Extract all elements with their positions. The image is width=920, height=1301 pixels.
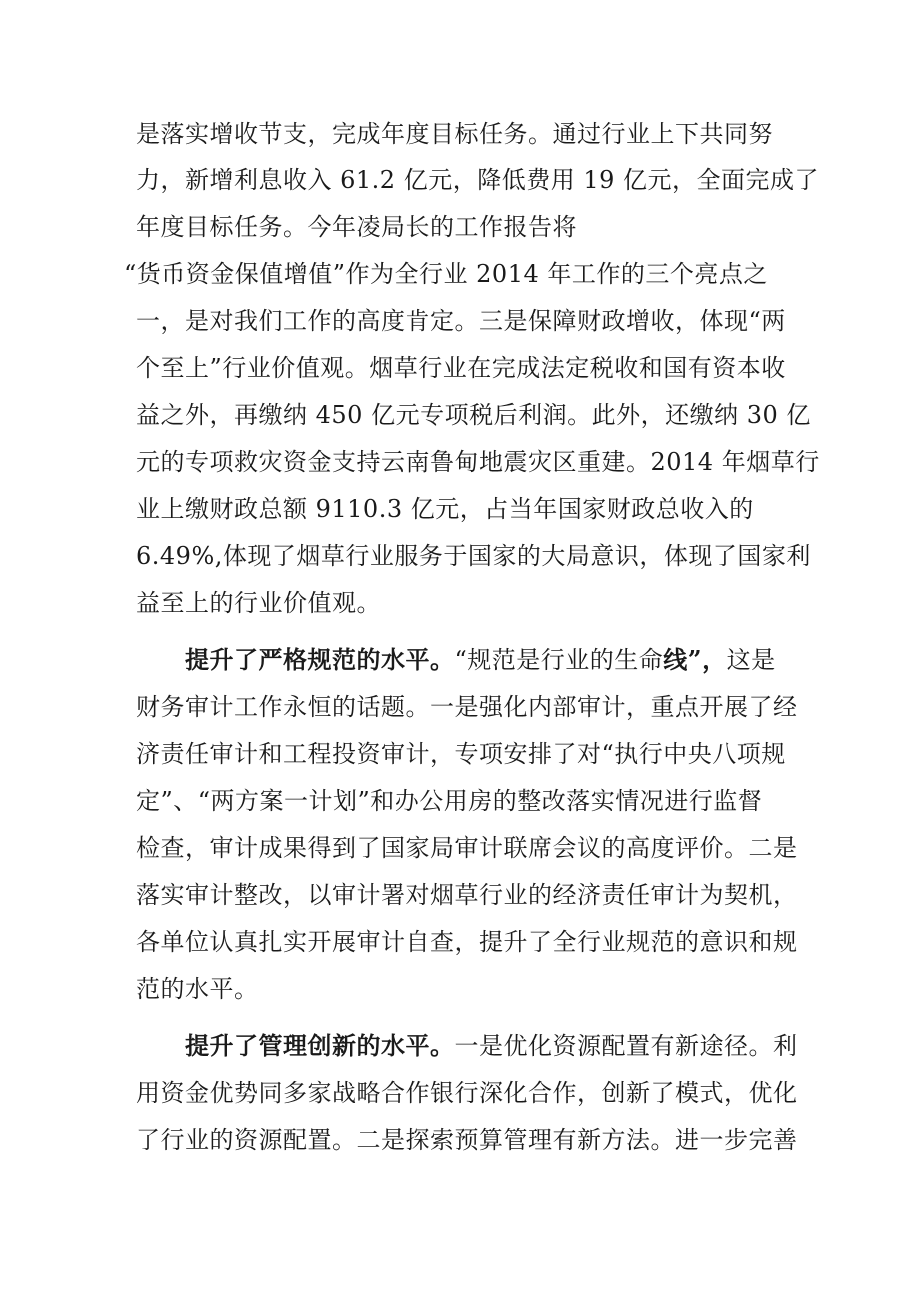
body-text-line: 定”、“两方案一计划”和办公用房的整改落实情况进行监督 — [136, 787, 763, 815]
body-text-bold: 线”， — [663, 645, 727, 674]
body-text-line: “货币资金保值增值”作为全行业 2014 年工作的三个亮点之 — [124, 260, 768, 288]
body-text-line: 检查，审计成果得到了国家局审计联席会议的高度评价。二是 — [136, 834, 798, 862]
body-text-line: 年度目标任务。今年凌局长的工作报告将 — [136, 213, 577, 241]
paragraph-heading: 提升了严格规范的水平。 — [185, 645, 455, 674]
paragraph-first-line — [185, 644, 776, 676]
body-text-line: 6.49%,体现了烟草行业服务于国家的大局意识，体现了国家利 — [136, 542, 811, 570]
body-text-line: 各单位认真扎实开展审计自查，提升了全行业规范的意识和规 — [136, 928, 798, 956]
body-text-line: 范的水平。 — [136, 975, 259, 1003]
body-text: 这是 — [726, 646, 776, 674]
body-text-line: 用资金优势同多家战略合作银行深化合作，创新了模式，优化 — [136, 1079, 798, 1107]
body-text: 一是优化资源配置有新途径。利 — [454, 1032, 798, 1060]
body-text-line: 落实审计整改，以审计署对烟草行业的经济责任审计为契机， — [136, 881, 798, 909]
body-text-line: 一，是对我们工作的高度肯定。三是保障财政增收，体现“两 — [136, 307, 786, 335]
body-text-line: 力，新增利息收入 61.2 亿元，降低费用 19 亿元，全面完成了 — [136, 166, 819, 194]
body-text-line: 元的专项救灾资金支持云南鲁甸地震灾区重建。2014 年烟草行 — [136, 448, 820, 476]
body-text-line: 财务审计工作永恒的话题。一是强化内部审计，重点开展了经 — [136, 693, 798, 721]
body-text-line: 济责任审计和工程投资审计，专项安排了对“执行中央八项规 — [136, 740, 786, 768]
paragraph-first-line — [185, 1030, 798, 1062]
body-text-line: 了行业的资源配置。二是探索预算管理有新方法。进一步完善 — [136, 1126, 798, 1154]
paragraph-heading: 提升了管理创新的水平。 — [185, 1031, 455, 1060]
body-text-line: 益之外，再缴纳 450 亿元专项税后利润。此外，还缴纳 30 亿 — [136, 401, 811, 429]
body-text-line: 业上缴财政总额 9110.3 亿元，占当年国家财政总收入的 — [136, 495, 754, 523]
body-text-line: 个至上”行业价值观。烟草行业在完成法定税收和国有资本收 — [136, 354, 786, 382]
body-text: “规范是行业的生命 — [454, 646, 664, 674]
body-text-line: 益至上的行业价值观。 — [136, 589, 381, 617]
body-text-line: 是落实增收节支，完成年度目标任务。通过行业上下共同努 — [136, 120, 773, 148]
